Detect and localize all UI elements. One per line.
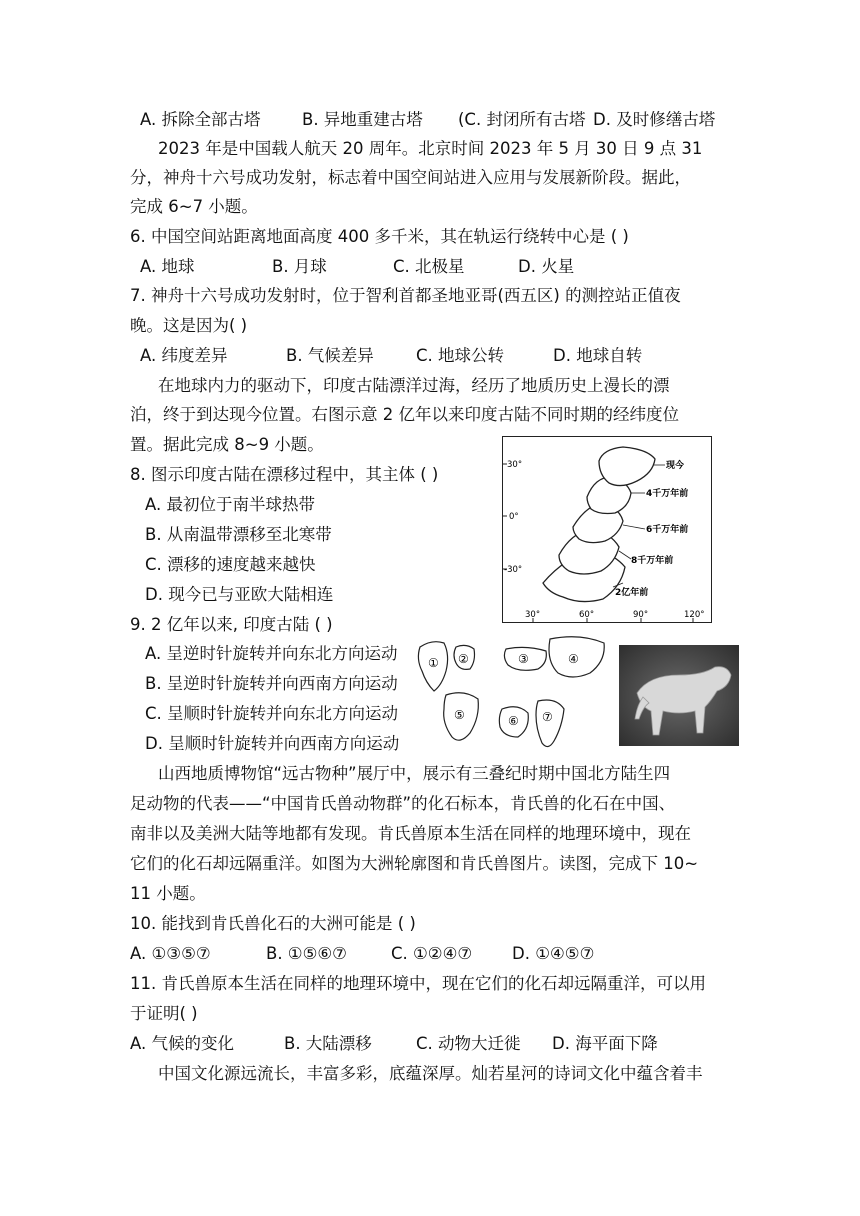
stage-label: 8千万年前 [631,556,674,566]
q11-options [0,1033,860,1055]
option: A. 拆除全部古塔 [140,110,261,129]
option: D. 现今已与亚欧大陆相连 [145,585,334,604]
option: B. ①⑤⑥⑦ [266,944,347,963]
passage-line: 它们的化石却远隔重洋。如图为大洲轮廓图和肯氏兽图片。读图，完成下 10~ [130,854,699,873]
lat-label: 0° [509,512,519,522]
continent-number: ① [428,656,439,670]
lat-label: -30° [504,565,523,575]
question-stem: 7. 神舟十六号成功发射时，位于智利首都圣地亚哥(西五区) 的测控站正值夜 [130,286,681,305]
passage-line: 完成 6~7 小题。 [130,197,258,216]
question-stem: 8. 图示印度古陆在漂移过程中，其主体 ( ) [130,465,439,484]
passage-line: 泊，终于到达现今位置。右图示意 2 亿年以来印度古陆不同时期的经纬度位 [130,405,679,424]
question-stem: 6. 中国空间站距离地面高度 400 多千米，其在轨运行绕转中心是 ( ) [130,227,629,246]
option: B. 月球 [272,257,327,276]
india-drift-svg [503,437,711,622]
option: A. 地球 [140,257,195,276]
question-stem: 晚。这是因为( ) [130,316,248,335]
kannemeyeria-photo-svg [619,645,739,746]
option: D. 地球自转 [553,346,643,365]
q5-options [0,109,860,131]
passage-line: 在地球内力的驱动下，印度古陆漂洋过海，经历了地质历史上漫长的漂 [158,376,670,395]
option: D. 呈顺时针旋转并向西南方向运动 [145,734,400,753]
option: A. 最初位于南半球热带 [145,495,315,514]
stage-label: 4千万年前 [646,489,689,499]
passage-line: 南非以及美洲大陆等地都有发现。肯氏兽原本生活在同样的地理环境中，现在 [130,824,691,843]
option: A. 呈逆时针旋转并向东北方向运动 [145,644,398,663]
option: C. 漂移的速度越来越快 [145,555,316,574]
question-stem: 10. 能找到肯氏兽化石的大洲可能是 ( ) [130,914,416,933]
india-drift-map [502,436,712,623]
continent-outlines [414,633,610,755]
continent-number: ③ [518,652,529,666]
passage-line: 山西地质博物馆“远古物种”展厅中，展示有三叠纪时期中国北方陆生四 [158,764,671,783]
india-outlines [543,447,655,602]
kannemeyeria-photo [619,645,739,746]
lon-label: 60° [579,610,595,620]
question-stem: 11. 肯氏兽原本生活在同样的地理环境中，现在它们的化石却远隔重洋，可以用 [130,974,706,993]
stage-label: 2亿年前 [615,588,649,598]
option: A. 纬度差异 [140,346,228,365]
passage-line: 置。据此完成 8~9 小题。 [130,435,324,454]
stage-label: 现今 [666,461,685,471]
continent-number: ⑦ [542,710,553,724]
continent-number: ⑥ [508,714,519,728]
option: C. 动物大迁徙 [416,1034,521,1053]
passage-line: 分，神舟十六号成功发射，标志着中国空间站进入应用与发展新阶段。据此， [130,168,691,187]
passage-line: 中国文化源远流长，丰富多彩，底蕴深厚。灿若星河的诗词文化中蕴含着丰 [158,1064,703,1083]
option: B. 呈逆时针旋转并向西南方向运动 [145,674,398,693]
option: B. 从南温带漂移至北寒带 [145,525,332,544]
option: D. ①④⑤⑦ [512,944,595,963]
option: B. 气候差异 [286,346,374,365]
q10-options [0,943,860,965]
outline-present [599,447,655,486]
lat-label: 30° [507,460,523,470]
passage-line: 11 小题。 [130,884,206,903]
continent-number: ④ [568,652,579,666]
continent-number: ② [458,652,469,666]
lon-label: 120° [684,610,705,620]
question-stem: 9. 2 亿年以来, 印度古陆 ( ) [130,615,333,634]
continent-number: ⑤ [454,708,465,722]
passage-line: 2023 年是中国载人航天 20 周年。北京时间 2023 年 5 月 30 日 9 点 31 [158,139,703,158]
option: A. ①③⑤⑦ [130,944,211,963]
option: (C. 封闭所有古塔 [458,110,586,129]
passage-line: 足动物的代表——“中国肯氏兽动物群”的化石标本，肯氏兽的化石在中国、 [130,794,676,813]
option: B. 大陆漂移 [284,1034,372,1053]
option: C. 地球公转 [416,346,505,365]
option: C. 北极星 [393,257,465,276]
option: A. 气候的变化 [130,1034,234,1053]
lon-label: 90° [633,610,649,620]
lon-label: 30° [525,610,541,620]
question-stem: 于证明( ) [130,1004,198,1023]
stage-label: 6千万年前 [646,525,689,535]
option: D. 火星 [518,257,575,276]
option: C. ①②④⑦ [391,944,473,963]
option: D. 及时修缮古塔 [593,110,716,129]
option: B. 异地重建古塔 [302,110,423,129]
q6-options [0,256,860,278]
continent-outlines-svg [414,633,610,755]
option: D. 海平面下降 [552,1034,658,1053]
q7-options [0,345,860,367]
option: C. 呈顺时针旋转并向东北方向运动 [145,704,399,723]
